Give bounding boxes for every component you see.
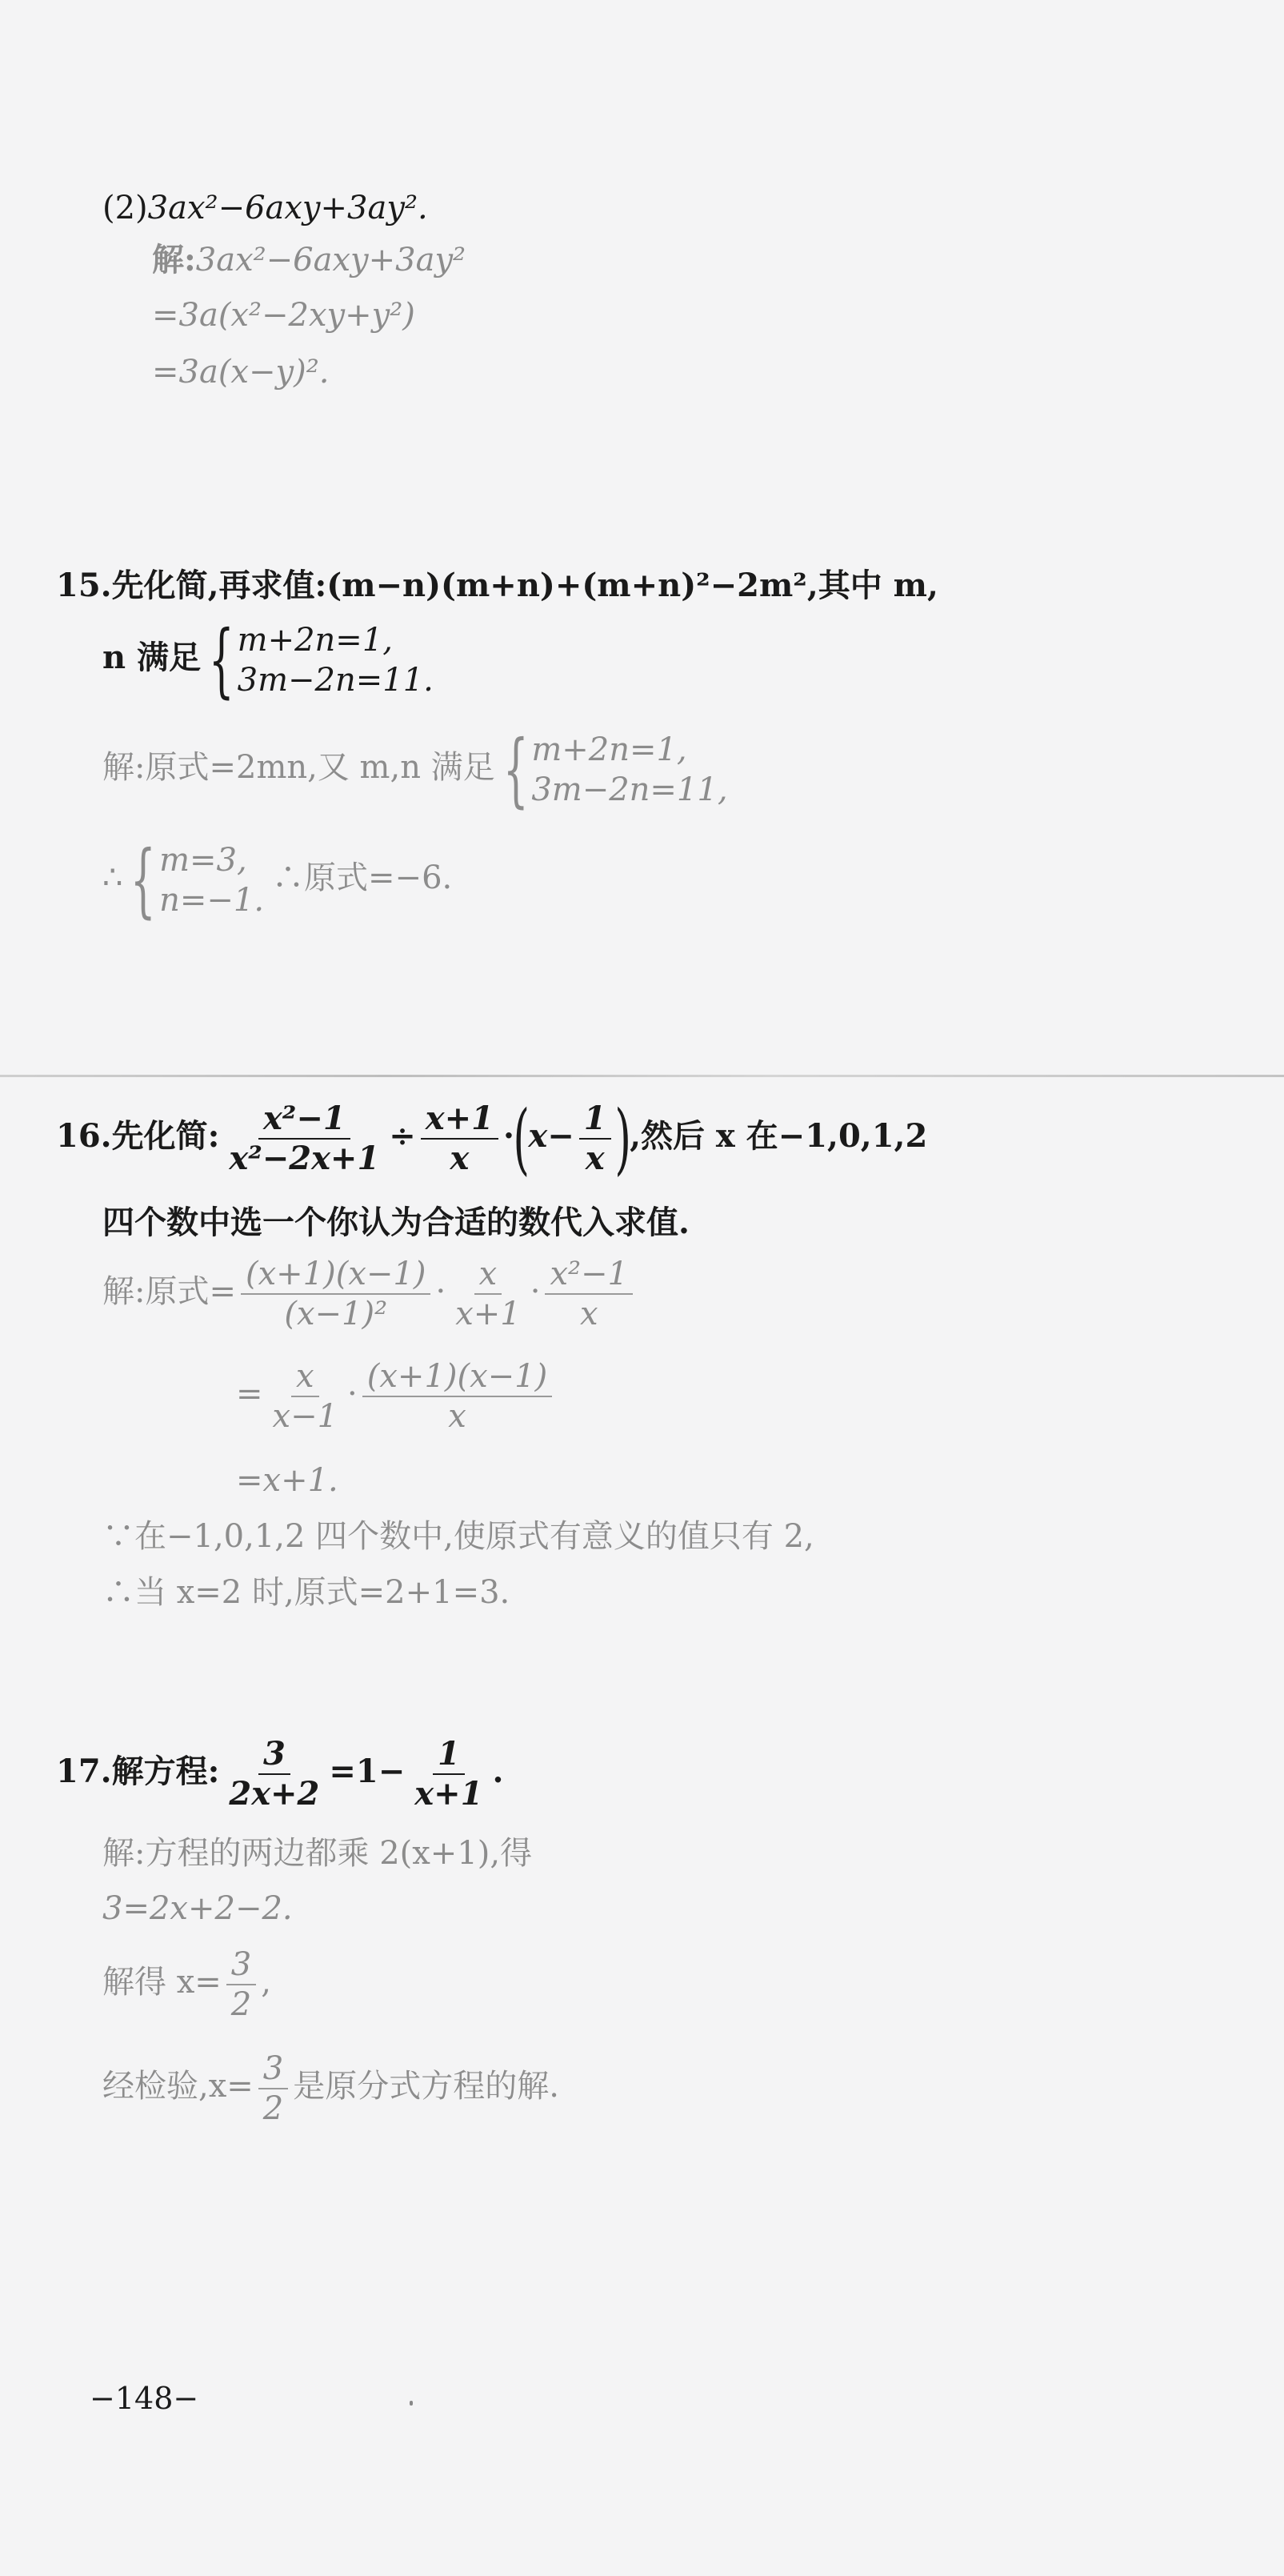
- p17-fraction-2: $\frac{1}{x+1}$: [414, 1735, 483, 1813]
- p17-prefix: 17.解方程:: [56, 1753, 220, 1790]
- p16-fraction-2: $\frac{x+1}{x}$: [421, 1103, 498, 1175]
- p15-brace-icon: {: [208, 613, 234, 707]
- p15-answer-line2: [102, 833, 453, 927]
- p17-mid: =1−: [329, 1753, 406, 1790]
- p16-prefix: 16.先化简:: [56, 1117, 220, 1155]
- p15-answer-brace-icon: {: [502, 723, 529, 816]
- p16-question-line2: 四个数中选一个你认为合适的数代入求值.: [102, 1204, 690, 1241]
- p16-dot: ·: [503, 1117, 514, 1155]
- p15-answer-line1: [102, 723, 728, 816]
- p15-solution-m: m=3,: [159, 842, 247, 879]
- p17-check-prefix: 经检验,x=: [102, 2068, 254, 2105]
- p14-answer-label: 解:: [152, 241, 196, 278]
- p17-answer-line1: 解:方程的两边都乘 2(x+1),得: [102, 1835, 533, 1872]
- p16-right-paren-icon: ): [614, 1094, 631, 1184]
- p17-question: [56, 1735, 504, 1813]
- p17-answer-line2: 3=2x+2−2.: [102, 1890, 293, 1927]
- p16-answer-line5: ∴当 x=2 时,原式=2+1=3.: [102, 1574, 510, 1611]
- p16-answer-line3: =x+1.: [236, 1462, 338, 1499]
- p14-answer-3: =3a(x−y)².: [152, 354, 330, 391]
- p16-answer-line4: ∵在−1,0,1,2 四个数中,使原式有意义的值只有 2,: [102, 1518, 814, 1555]
- p16-suffix: ,然后 x 在−1,0,1,2: [630, 1117, 928, 1155]
- p15-question-line2: [102, 613, 434, 707]
- p17-solve-prefix: 解得 x=: [102, 1964, 222, 2001]
- p16-fraction-1: $\frac{\text{x²−1}}{\text{x²−2x+1}}$: [229, 1100, 380, 1177]
- p16-answer-dot-2: ·: [530, 1273, 541, 1310]
- p16-left-paren-icon: (: [513, 1094, 530, 1184]
- p14-answer-step1: 3ax²−6axy+3ay²: [195, 242, 466, 278]
- page-divider: [0, 1075, 1284, 1077]
- p16-answer-dot-3: ·: [347, 1376, 358, 1412]
- p16-divide-sign: ÷: [389, 1117, 416, 1155]
- p16-answer-frac-5: $\frac{(x+1)(x-1)}{x}$: [362, 1360, 552, 1432]
- p16-paren-x: x−: [528, 1117, 574, 1155]
- p15-sys-eq1: m+2n=1,: [237, 622, 393, 659]
- p17-end: .: [492, 1753, 504, 1790]
- p17-solve-suffix: ,: [261, 1964, 271, 2001]
- p15-therefore: ∴: [102, 859, 123, 896]
- p14-expression: 3ax²−6axy+3ay².: [147, 190, 428, 226]
- p15-answer-prefix: 解:原式=2mn,又 m,n 满足: [102, 749, 495, 786]
- p15-solution-n: n=−1.: [159, 882, 265, 919]
- p17-answer-line4: [102, 2050, 559, 2127]
- p16-answer-frac-3: $\frac{\text{x²−1}}{x}$: [545, 1258, 633, 1330]
- p17-solve-fraction: $\frac{3}{2}$: [226, 1949, 256, 2021]
- p16-answer-frac-4: $\frac{x}{x-1}$: [272, 1358, 338, 1435]
- p16-question-line1: [56, 1094, 928, 1184]
- p14-question: [102, 192, 428, 224]
- page-number: −148−: [90, 2381, 199, 2416]
- p17-check-suffix: 是原分式方程的解.: [293, 2068, 559, 2105]
- p16-answer-label: 解:原式=: [102, 1273, 236, 1310]
- p14-label: (2): [102, 190, 148, 226]
- p15-answer-sys2: 3m−2n=11,: [531, 771, 728, 808]
- p16-answer-line1: [102, 1258, 638, 1330]
- p15-question-line1: 15.先化简,再求值:(m−n)(m+n)+(m+n)²−2m²,其中 m,: [56, 567, 938, 604]
- p15-sys-eq2: 3m−2n=11.: [237, 662, 434, 699]
- p15-solution-brace-icon: {: [130, 833, 157, 927]
- p16-answer-frac-2: $\frac{x}{x+1}$: [455, 1256, 521, 1332]
- p15-answer-sys1: m+2n=1,: [531, 731, 687, 768]
- p16-answer-line2: [236, 1358, 557, 1435]
- p16-answer-frac-1: $\frac{(x+1)(x-1)}{\text{(x−1)²}}$: [241, 1258, 430, 1330]
- scan-speck: [410, 2401, 413, 2406]
- p15-result: ∴原式=−6.: [272, 859, 453, 896]
- p17-answer-line3: [102, 1946, 271, 2023]
- p17-fraction-1: $\frac{3}{2x+2}$: [229, 1735, 320, 1813]
- p16-fraction-3: $\frac{1}{x}$: [579, 1103, 611, 1175]
- p14-answer-1: [152, 241, 466, 278]
- p16-answer-dot-1: ·: [435, 1273, 446, 1310]
- p16-answer-eq: =: [236, 1376, 263, 1412]
- p15-n-label: n 满足: [102, 639, 202, 676]
- p17-check-fraction: $\frac{3}{2}$: [258, 2053, 288, 2125]
- p14-answer-2: =3a(x²−2xy+y²): [152, 297, 415, 334]
